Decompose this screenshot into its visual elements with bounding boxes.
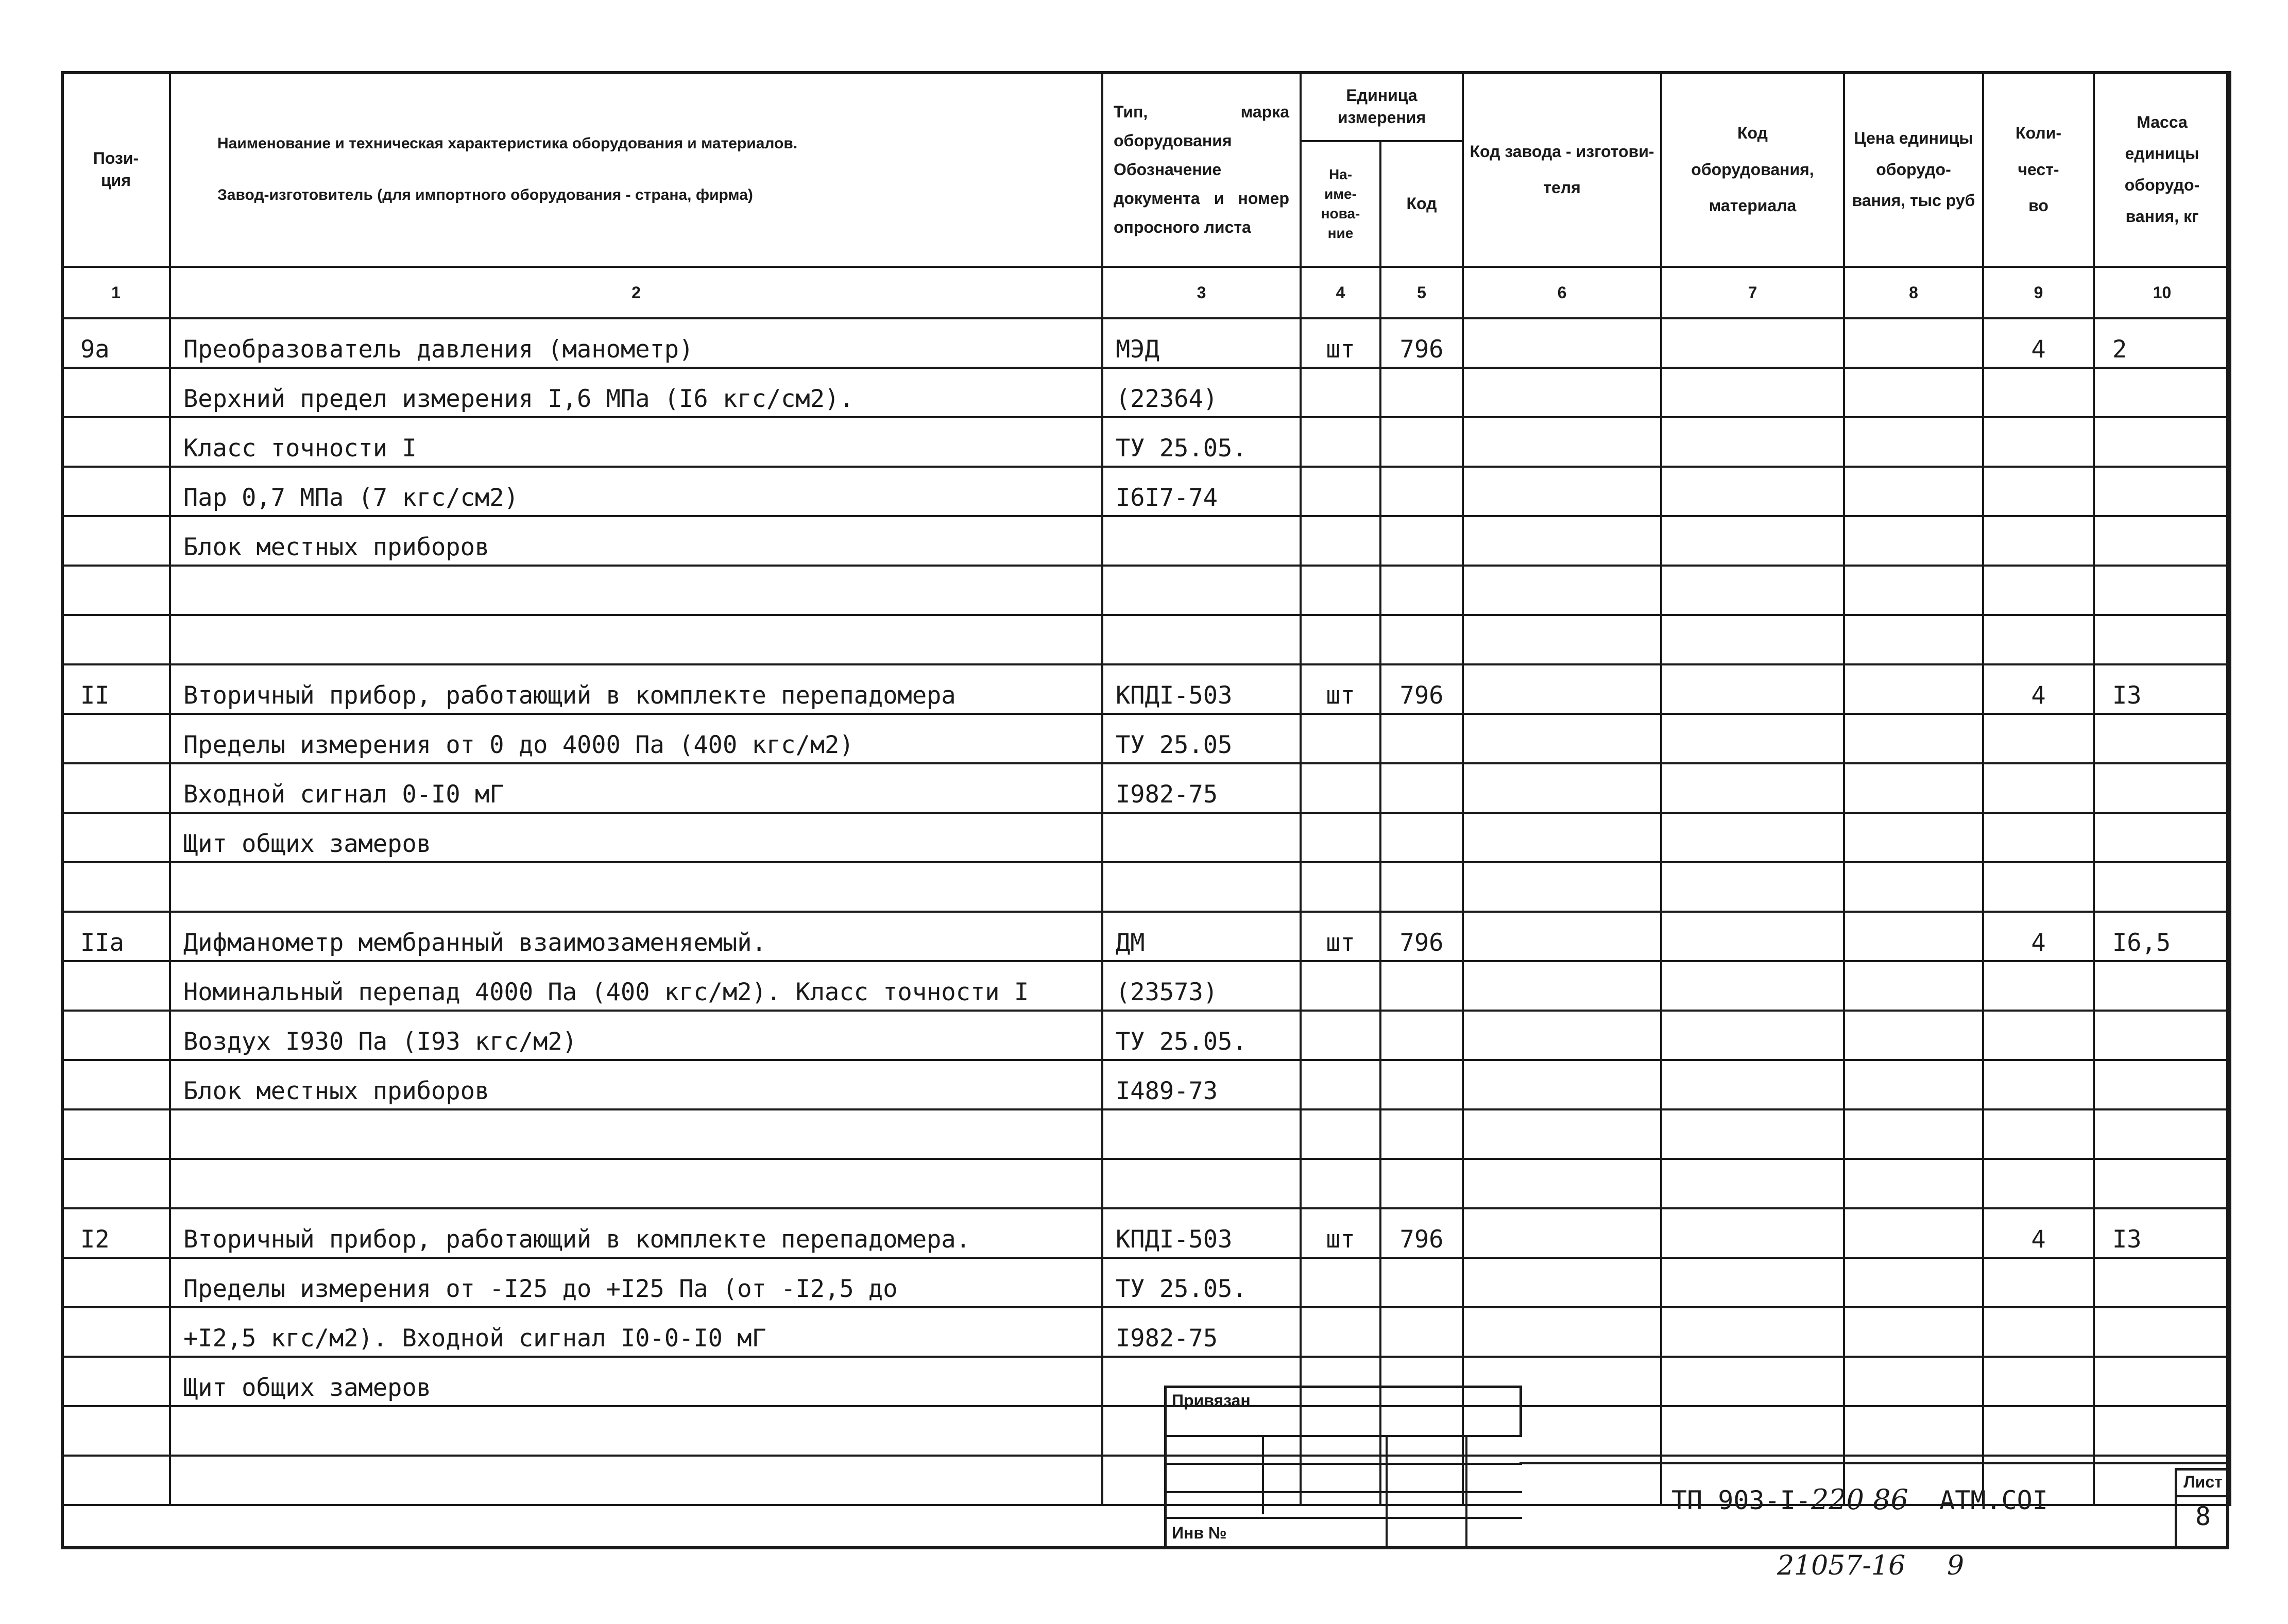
row-unit: [1301, 1159, 1380, 1208]
table-row: [62, 664, 2230, 714]
row-quantity: 4: [1983, 664, 2094, 714]
row-unit: шт: [1301, 912, 1380, 961]
row-factory-code: [1463, 1011, 1661, 1060]
row-equipment-code: [1661, 566, 1844, 615]
row-type: I982-75: [1102, 763, 1301, 813]
row-price: [1844, 1109, 1983, 1159]
row-position: [62, 1357, 170, 1406]
row-equipment-code: [1661, 664, 1844, 714]
row-quantity: [1983, 1406, 2094, 1456]
row-quantity: [1983, 615, 2094, 664]
row-name: Преобразователь давления (манометр): [170, 318, 1102, 368]
table-row: [62, 1060, 2230, 1109]
row-name: Воздух I930 Па (I93 кгс/м2): [170, 1011, 1102, 1060]
row-price: [1844, 813, 1983, 862]
table-row: [62, 1011, 2230, 1060]
column-number: 9: [1983, 267, 2094, 318]
row-type: (22364): [1102, 368, 1301, 417]
row-factory-code: [1463, 912, 1661, 961]
header-name: [170, 72, 1102, 267]
table-row: [62, 912, 2230, 961]
row-mass: [2094, 1307, 2230, 1357]
row-price: [1844, 664, 1983, 714]
header-unit: Единица измерения: [1301, 72, 1463, 141]
row-equipment-code: [1661, 615, 1844, 664]
header-equipment-code: Код оборудования, материала: [1661, 72, 1844, 267]
row-position: [62, 1406, 170, 1456]
row-type: [1102, 516, 1301, 566]
row-unit: [1301, 763, 1380, 813]
row-position: [62, 566, 170, 615]
title-rule: [1519, 1462, 2229, 1464]
row-equipment-code: [1661, 1307, 1844, 1357]
row-price: [1844, 1060, 1983, 1109]
row-mass: [2094, 813, 2230, 862]
table-row: [62, 318, 2230, 368]
row-unit: [1301, 1060, 1380, 1109]
table-row: [62, 615, 2230, 664]
row-equipment-code: [1661, 1258, 1844, 1307]
row-type: ТУ 25.05: [1102, 714, 1301, 763]
row-quantity: [1983, 714, 2094, 763]
row-type: [1102, 566, 1301, 615]
table-body: [62, 267, 2230, 1505]
row-equipment-code: [1661, 318, 1844, 368]
row-type: ТУ 25.05.: [1102, 1258, 1301, 1307]
row-name: Блок местных приборов: [170, 1060, 1102, 1109]
row-unit: [1301, 813, 1380, 862]
column-number-row: [62, 267, 2230, 318]
row-price: [1844, 862, 1983, 912]
row-factory-code: [1463, 961, 1661, 1011]
table-row: [62, 368, 2230, 417]
row-unit-code: [1380, 615, 1463, 664]
row-unit-code: [1380, 714, 1463, 763]
header-unit-code: Код: [1380, 141, 1463, 267]
row-price: [1844, 1011, 1983, 1060]
row-mass: I3: [2094, 664, 2230, 714]
header-type: Тип, марка оборудования Обозначение документа и номер опросного листа: [1102, 72, 1301, 267]
row-type: КПДI-503: [1102, 664, 1301, 714]
row-quantity: [1983, 566, 2094, 615]
row-mass: [2094, 763, 2230, 813]
column-number: 3: [1102, 267, 1301, 318]
row-factory-code: [1463, 1109, 1661, 1159]
header-name-line1: Наименование и техническая характеристика оборудования и материалов.: [217, 134, 798, 152]
row-position: I2: [62, 1208, 170, 1258]
row-unit-code: [1380, 763, 1463, 813]
row-position: [62, 1258, 170, 1307]
row-price: [1844, 566, 1983, 615]
row-type: [1102, 813, 1301, 862]
row-name: [170, 1109, 1102, 1159]
row-unit-code: [1380, 1159, 1463, 1208]
column-number: 1: [62, 267, 170, 318]
row-unit: [1301, 862, 1380, 912]
header-factory-code: Код завода - изготови- теля: [1463, 72, 1661, 267]
table-row: [62, 1159, 2230, 1208]
row-mass: [2094, 1109, 2230, 1159]
row-type: ДМ: [1102, 912, 1301, 961]
row-price: [1844, 1208, 1983, 1258]
row-equipment-code: [1661, 813, 1844, 862]
row-position: [62, 368, 170, 417]
row-equipment-code: [1661, 862, 1844, 912]
row-quantity: [1983, 862, 2094, 912]
row-position: [62, 1307, 170, 1357]
row-position: [62, 417, 170, 467]
row-unit: [1301, 467, 1380, 516]
row-type: ТУ 25.05.: [1102, 417, 1301, 467]
table-row: [62, 1406, 2230, 1456]
table-row: [62, 467, 2230, 516]
row-price: [1844, 417, 1983, 467]
stamp-rule: [1167, 1463, 1522, 1465]
row-position: [62, 1456, 170, 1505]
row-name: [170, 566, 1102, 615]
archive-page: 9: [1947, 1550, 1965, 1581]
inventory-label: Инв №: [1172, 1524, 1227, 1542]
linked-label: Привязан: [1172, 1391, 1251, 1410]
row-position: [62, 1060, 170, 1109]
row-unit-code: 796: [1380, 664, 1463, 714]
row-quantity: [1983, 1060, 2094, 1109]
table-row: [62, 1208, 2230, 1258]
stamp-divider: [1386, 1437, 1388, 1549]
row-equipment-code: [1661, 417, 1844, 467]
row-type: [1102, 1159, 1301, 1208]
header-position: Пози- ция: [62, 72, 170, 267]
row-price: [1844, 318, 1983, 368]
row-equipment-code: [1661, 1357, 1844, 1406]
row-type: I6I7-74: [1102, 467, 1301, 516]
row-factory-code: [1463, 1258, 1661, 1307]
row-type: (23573): [1102, 961, 1301, 1011]
row-type: I489-73: [1102, 1060, 1301, 1109]
row-price: [1844, 1406, 1983, 1456]
row-name: Вторичный прибор, работающий в комплекте перепадомера.: [170, 1208, 1102, 1258]
row-unit-code: [1380, 1011, 1463, 1060]
row-factory-code: [1463, 368, 1661, 417]
row-mass: [2094, 467, 2230, 516]
row-unit-code: [1380, 813, 1463, 862]
row-unit-code: [1380, 1109, 1463, 1159]
row-unit: [1301, 417, 1380, 467]
row-factory-code: [1463, 615, 1661, 664]
row-factory-code: [1463, 664, 1661, 714]
row-type: [1102, 1109, 1301, 1159]
row-unit-code: [1380, 1307, 1463, 1357]
table-row: [62, 516, 2230, 566]
header-name-line2: Завод-изготовитель (для импортного оборудования - страна, фирма): [217, 186, 753, 203]
row-type: I982-75: [1102, 1307, 1301, 1357]
row-price: [1844, 1159, 1983, 1208]
stamp-rule: [1167, 1491, 1522, 1493]
row-price: [1844, 1258, 1983, 1307]
row-unit: [1301, 615, 1380, 664]
row-quantity: [1983, 1159, 2094, 1208]
linked-box: [1167, 1386, 1522, 1437]
row-name: [170, 615, 1102, 664]
row-unit: [1301, 1307, 1380, 1357]
row-price: [1844, 763, 1983, 813]
row-price: [1844, 516, 1983, 566]
document-code: [1671, 1483, 2048, 1516]
row-factory-code: [1463, 763, 1661, 813]
table-row: [62, 1357, 2230, 1406]
row-unit-code: [1380, 1258, 1463, 1307]
header-mass: Масса единицы оборудо- вания, кг: [2094, 72, 2230, 267]
row-equipment-code: [1661, 1208, 1844, 1258]
row-mass: [2094, 417, 2230, 467]
row-mass: [2094, 1357, 2230, 1406]
header-quantity: Коли- чест- во: [1983, 72, 2094, 267]
row-unit: [1301, 566, 1380, 615]
table-row: [62, 813, 2230, 862]
row-factory-code: [1463, 1208, 1661, 1258]
column-number: 2: [170, 267, 1102, 318]
row-equipment-code: [1661, 467, 1844, 516]
row-factory-code: [1463, 417, 1661, 467]
table-row: [62, 961, 2230, 1011]
row-name: Входной сигнал 0-I0 мГ: [170, 763, 1102, 813]
row-name: Щит общих замеров: [170, 813, 1102, 862]
row-mass: [2094, 1406, 2230, 1456]
row-position: [62, 1109, 170, 1159]
row-name: [170, 1159, 1102, 1208]
row-name: Пределы измерения от 0 до 4000 Па (400 кгс/м2): [170, 714, 1102, 763]
row-unit: шт: [1301, 318, 1380, 368]
row-quantity: [1983, 763, 2094, 813]
row-quantity: [1983, 368, 2094, 417]
row-mass: [2094, 862, 2230, 912]
column-number: 4: [1301, 267, 1380, 318]
doc-code-prefix: ТП 903-I-: [1671, 1485, 1811, 1515]
table-row: [62, 566, 2230, 615]
row-factory-code: [1463, 714, 1661, 763]
row-unit: [1301, 1258, 1380, 1307]
row-mass: I3: [2094, 1208, 2230, 1258]
row-mass: [2094, 516, 2230, 566]
row-position: [62, 467, 170, 516]
row-position: [62, 862, 170, 912]
table-row: [62, 1109, 2230, 1159]
column-number: 10: [2094, 267, 2230, 318]
column-number: 5: [1380, 267, 1463, 318]
row-unit: [1301, 714, 1380, 763]
row-position: [62, 1159, 170, 1208]
row-position: [62, 615, 170, 664]
table-row: [62, 862, 2230, 912]
row-unit: [1301, 516, 1380, 566]
table-row: [62, 714, 2230, 763]
table-row: [62, 763, 2230, 813]
row-position: [62, 961, 170, 1011]
row-type: МЭД: [1102, 318, 1301, 368]
row-unit: [1301, 368, 1380, 417]
row-equipment-code: [1661, 912, 1844, 961]
row-equipment-code: [1661, 516, 1844, 566]
row-unit-code: [1380, 516, 1463, 566]
row-price: [1844, 467, 1983, 516]
table-row: [62, 1258, 2230, 1307]
row-unit-code: 796: [1380, 912, 1463, 961]
row-equipment-code: [1661, 763, 1844, 813]
row-mass: [2094, 961, 2230, 1011]
row-price: [1844, 961, 1983, 1011]
row-mass: [2094, 1011, 2230, 1060]
row-mass: 2: [2094, 318, 2230, 368]
row-quantity: [1983, 1357, 2094, 1406]
row-unit-code: [1380, 1060, 1463, 1109]
row-position: [62, 714, 170, 763]
row-mass: [2094, 615, 2230, 664]
row-name: Пар 0,7 МПа (7 кгс/см2): [170, 467, 1102, 516]
row-position: [62, 813, 170, 862]
sheet-number-box: [2175, 1468, 2229, 1549]
row-position: IIа: [62, 912, 170, 961]
header-unit-name: На- име- нова- ние: [1301, 141, 1380, 267]
row-mass: [2094, 1159, 2230, 1208]
row-equipment-code: [1661, 1406, 1844, 1456]
row-name: +I2,5 кгс/м2). Входной сигнал I0-0-I0 мГ: [170, 1307, 1102, 1357]
row-factory-code: [1463, 813, 1661, 862]
row-name: Щит общих замеров: [170, 1357, 1102, 1406]
row-unit: шт: [1301, 664, 1380, 714]
column-number: 6: [1463, 267, 1661, 318]
row-price: [1844, 714, 1983, 763]
row-factory-code: [1463, 566, 1661, 615]
row-unit: [1301, 961, 1380, 1011]
row-unit-code: [1380, 368, 1463, 417]
row-name: Дифманометр мембранный взаимозаменяемый.: [170, 912, 1102, 961]
row-price: [1844, 368, 1983, 417]
row-price: [1844, 1357, 1983, 1406]
row-position: [62, 763, 170, 813]
row-equipment-code: [1661, 1159, 1844, 1208]
row-price: [1844, 1307, 1983, 1357]
sheet-number: 8: [2195, 1501, 2211, 1531]
stamp-rule: [1167, 1517, 1522, 1519]
row-unit-code: [1380, 862, 1463, 912]
row-quantity: [1983, 1258, 2094, 1307]
table-row: [62, 417, 2230, 467]
row-name: [170, 1456, 1102, 1505]
row-name: Пределы измерения от -I25 до +I25 Па (от -I2,5 до: [170, 1258, 1102, 1307]
row-name: Номинальный перепад 4000 Па (400 кгс/м2). Класс точности I: [170, 961, 1102, 1011]
row-mass: [2094, 1060, 2230, 1109]
doc-code-suffix: АТМ.COI: [1939, 1485, 2048, 1515]
row-equipment-code: [1661, 1109, 1844, 1159]
row-name: Вторичный прибор, работающий в комплекте перепадомера: [170, 664, 1102, 714]
row-unit-code: 796: [1380, 1208, 1463, 1258]
row-price: [1844, 912, 1983, 961]
row-type: КПДI-503: [1102, 1208, 1301, 1258]
column-number: 8: [1844, 267, 1983, 318]
row-equipment-code: [1661, 961, 1844, 1011]
row-quantity: [1983, 417, 2094, 467]
row-quantity: [1983, 1011, 2094, 1060]
row-mass: [2094, 1258, 2230, 1307]
row-mass: I6,5: [2094, 912, 2230, 961]
header-row-1: [62, 72, 2230, 141]
row-type: [1102, 615, 1301, 664]
row-quantity: [1983, 516, 2094, 566]
row-equipment-code: [1661, 714, 1844, 763]
sheet-label: Лист: [2183, 1473, 2223, 1491]
sheet-divider: [2177, 1495, 2229, 1497]
row-equipment-code: [1661, 1060, 1844, 1109]
row-equipment-code: [1661, 368, 1844, 417]
row-unit-code: [1380, 961, 1463, 1011]
row-unit: шт: [1301, 1208, 1380, 1258]
row-name: Класс точности I: [170, 417, 1102, 467]
row-position: [62, 1011, 170, 1060]
row-quantity: 4: [1983, 318, 2094, 368]
row-quantity: [1983, 467, 2094, 516]
column-number: 7: [1661, 267, 1844, 318]
row-unit-code: [1380, 417, 1463, 467]
row-factory-code: [1463, 467, 1661, 516]
specification-table: [61, 71, 2231, 1506]
row-factory-code: [1463, 318, 1661, 368]
row-factory-code: [1463, 1159, 1661, 1208]
row-equipment-code: [1661, 1011, 1844, 1060]
title-block-stamp: [1164, 1386, 1522, 1549]
row-position: 9а: [62, 318, 170, 368]
doc-code-handwritten: 220 86: [1811, 1483, 1908, 1516]
row-unit-code: [1380, 566, 1463, 615]
row-quantity: 4: [1983, 912, 2094, 961]
row-factory-code: [1463, 1060, 1661, 1109]
row-name: [170, 862, 1102, 912]
row-name: Верхний предел измерения I,6 МПа (I6 кгс/см2).: [170, 368, 1102, 417]
row-factory-code: [1463, 1307, 1661, 1357]
row-quantity: [1983, 1307, 2094, 1357]
row-quantity: [1983, 961, 2094, 1011]
row-mass: [2094, 566, 2230, 615]
row-name: Блок местных приборов: [170, 516, 1102, 566]
row-quantity: [1983, 1109, 2094, 1159]
row-position: [62, 516, 170, 566]
row-quantity: [1983, 813, 2094, 862]
row-unit: [1301, 1011, 1380, 1060]
row-price: [1844, 615, 1983, 664]
row-quantity: 4: [1983, 1208, 2094, 1258]
row-mass: [2094, 714, 2230, 763]
stamp-divider: [1262, 1437, 1264, 1514]
row-type: [1102, 862, 1301, 912]
row-position: II: [62, 664, 170, 714]
row-factory-code: [1463, 862, 1661, 912]
stamp-divider: [1465, 1437, 1467, 1549]
row-name: [170, 1406, 1102, 1456]
row-unit: [1301, 1109, 1380, 1159]
row-factory-code: [1463, 516, 1661, 566]
table-row: [62, 1307, 2230, 1357]
archive-number: 21057-16: [1777, 1550, 1906, 1581]
row-type: ТУ 25.05.: [1102, 1011, 1301, 1060]
row-mass: [2094, 368, 2230, 417]
row-unit-code: [1380, 467, 1463, 516]
header-price: Цена единицы оборудо- вания, тыс руб: [1844, 72, 1983, 267]
row-unit-code: 796: [1380, 318, 1463, 368]
